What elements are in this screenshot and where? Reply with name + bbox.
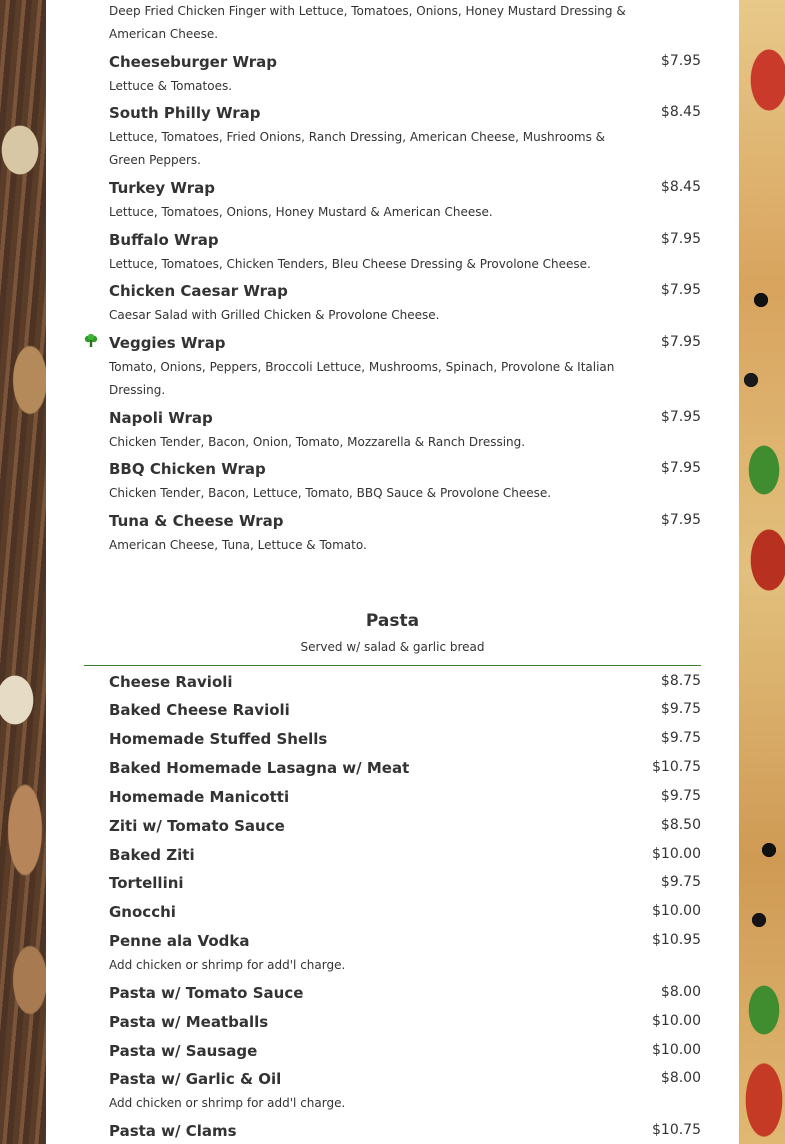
item-description: Chicken Tender, Bacon, Onion, Tomato, Mozzarella & Ranch Dressing. xyxy=(109,435,526,449)
item-name: Homemade Manicotti xyxy=(109,788,290,806)
item-name: Pasta w/ Tomato Sauce xyxy=(109,984,304,1002)
item-description: Add chicken or shrimp for add'l charge. xyxy=(109,1096,346,1110)
item-name: South Philly Wrap xyxy=(109,104,261,122)
section-title: Pasta xyxy=(365,611,420,631)
item-name: Buffalo Wrap xyxy=(109,231,219,249)
item-price: $7.95 xyxy=(660,53,701,69)
item-price: $10.00 xyxy=(652,846,701,862)
item-description: Lettuce, Tomatoes, Chicken Tenders, Bleu Cheese Dressing & Provolone Cheese. xyxy=(109,257,591,271)
item-price: $9.75 xyxy=(660,730,701,746)
item-name: Homemade Stuffed Shells xyxy=(109,730,328,748)
item-name: Tuna & Cheese Wrap xyxy=(109,512,284,530)
item-name: Cheese Ravioli xyxy=(109,673,233,691)
item-name: Gnocchi xyxy=(109,903,176,921)
item-price: $10.00 xyxy=(652,903,701,919)
item-name: Pasta w/ Clams xyxy=(109,1122,237,1140)
item-name: Baked Ziti xyxy=(109,846,195,864)
item-price: $7.95 xyxy=(660,282,701,298)
item-description: Lettuce & Tomatoes. xyxy=(109,79,233,93)
item-name: Napoli Wrap xyxy=(109,409,213,427)
item-name: Baked Cheese Ravioli xyxy=(109,701,290,719)
wood-background-left xyxy=(0,0,46,1144)
item-price: $7.95 xyxy=(660,512,701,528)
item-name: Pasta w/ Garlic & Oil xyxy=(109,1070,282,1088)
item-name: Penne ala Vodka xyxy=(109,932,250,950)
item-description: American Cheese, Tuna, Lettuce & Tomato. xyxy=(109,538,367,552)
item-description: Chicken Tender, Bacon, Lettuce, Tomato, BBQ Sauce & Provolone Cheese. xyxy=(109,486,552,500)
item-description: Lettuce, Tomatoes, Fried Onions, Ranch Dressing, American Cheese, Mushrooms & Green Peppers. xyxy=(109,130,606,167)
item-price: $8.00 xyxy=(660,984,701,1000)
item-name: Veggies Wrap xyxy=(109,334,226,352)
section-divider xyxy=(84,665,701,666)
section-subtitle: Served w/ salad & garlic bread xyxy=(300,640,485,654)
item-name: Baked Homemade Lasagna w/ Meat xyxy=(109,759,410,777)
item-name: Cheeseburger Wrap xyxy=(109,53,278,71)
item-price: $7.95 xyxy=(660,334,701,350)
item-name: Chicken Caesar Wrap xyxy=(109,282,288,300)
item-price: $9.75 xyxy=(660,788,701,804)
item-name: BBQ Chicken Wrap xyxy=(109,460,266,478)
item-description: Add chicken or shrimp for add'l charge. xyxy=(109,958,346,972)
item-price: $10.95 xyxy=(652,932,701,948)
item-name: Ziti w/ Tomato Sauce xyxy=(109,817,285,835)
item-price: $7.95 xyxy=(660,409,701,425)
item-price: $7.95 xyxy=(660,231,701,247)
item-description: Lettuce, Tomatoes, Onions, Honey Mustard & American Cheese. xyxy=(109,205,493,219)
item-price: $10.00 xyxy=(652,1013,701,1029)
item-price: $8.50 xyxy=(660,817,701,833)
item-name: Pasta w/ Sausage xyxy=(109,1042,258,1060)
item-price: $8.45 xyxy=(660,104,701,120)
item-description: Deep Fried Chicken Finger with Lettuce, Tomatoes, Onions, Honey Mustard Dressing & American Cheese. xyxy=(109,4,626,41)
item-price: $10.75 xyxy=(652,759,701,775)
item-price: $8.00 xyxy=(660,1070,701,1086)
broccoli-icon xyxy=(84,334,98,348)
item-name: Pasta w/ Meatballs xyxy=(109,1013,269,1031)
menu-page xyxy=(46,0,739,1144)
item-price: $10.00 xyxy=(652,1042,701,1058)
item-description: Tomato, Onions, Peppers, Broccoli Lettuce, Mushrooms, Spinach, Provolone & Italian Dressing. xyxy=(109,360,615,397)
item-description: Caesar Salad with Grilled Chicken & Provolone Cheese. xyxy=(109,308,440,322)
item-price: $8.75 xyxy=(660,673,701,689)
item-price: $10.75 xyxy=(652,1122,701,1138)
item-price: $8.45 xyxy=(660,179,701,195)
item-price: $7.95 xyxy=(660,460,701,476)
item-price: $9.75 xyxy=(660,874,701,890)
item-price: $9.75 xyxy=(660,701,701,717)
pizza-background-right xyxy=(739,0,785,1144)
item-name: Tortellini xyxy=(109,874,184,892)
item-name: Turkey Wrap xyxy=(109,179,215,197)
